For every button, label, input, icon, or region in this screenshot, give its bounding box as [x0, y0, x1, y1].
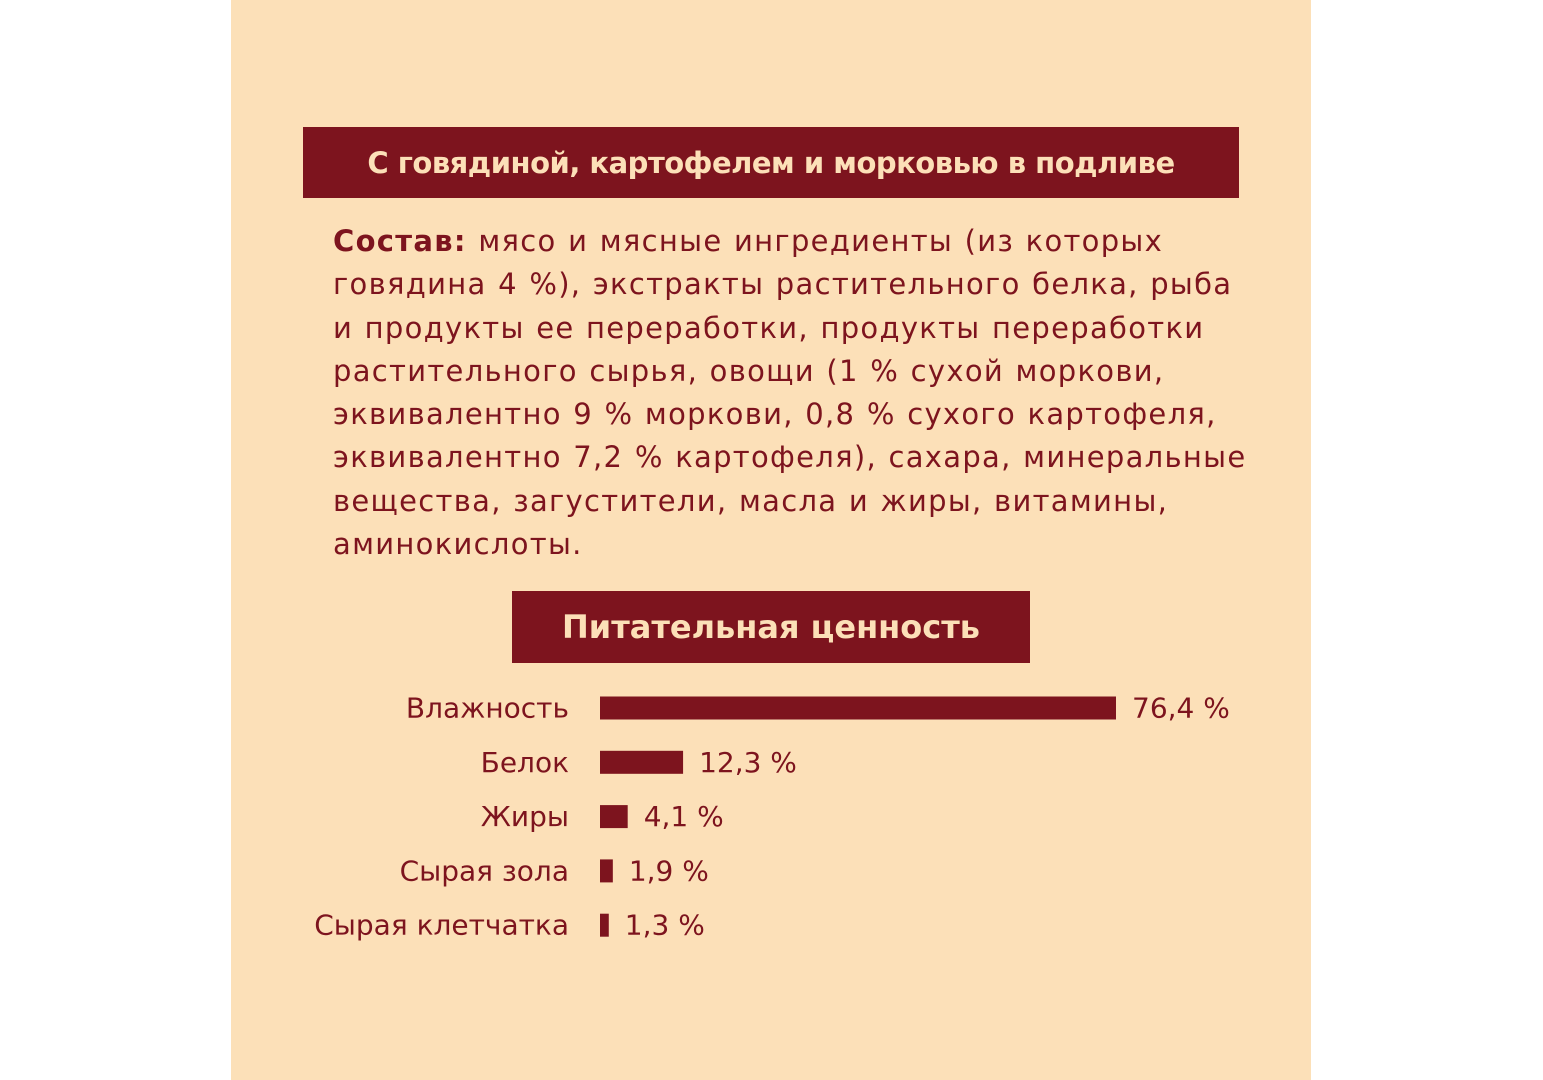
value-label: 12,3 %: [699, 745, 797, 779]
nutrition-bar-chart: [231, 680, 1311, 960]
bar: [600, 751, 683, 774]
product-card: [231, 0, 1311, 1080]
bar: [600, 859, 613, 882]
category-label: Сырая зола: [399, 854, 569, 888]
composition-line-7: аминокислоты.: [333, 527, 583, 562]
composition-line-0: мясо и мясные ингредиенты (из которых: [466, 224, 1164, 258]
category-label: Жиры: [480, 800, 569, 834]
value-label: 4,1 %: [643, 800, 724, 834]
category-label: Влажность: [405, 691, 569, 725]
value-label: 1,9 %: [628, 854, 709, 888]
composition-line: [333, 220, 1223, 263]
composition-line-5: эквивалентно 7,2 % картофеля), сахара, минеральные: [333, 440, 1247, 475]
composition-text: [333, 220, 1247, 566]
nutrition-title: Питательная ценность: [561, 608, 981, 646]
category-label: Сырая клетчатка: [314, 908, 569, 942]
composition-line-6: вещества, загустители, масла и жиры, витамины,: [333, 483, 1169, 518]
value-label: 76,4 %: [1132, 691, 1230, 725]
nutrition-banner: [512, 591, 1030, 663]
product-title: С говядиной, картофелем и морковью в подливе: [367, 145, 1175, 180]
value-label: 1,3 %: [624, 908, 705, 942]
composition-line-3: растительного сырья, овощи (1 % сухой моркови,: [333, 353, 1165, 388]
composition-label: Состав:: [333, 224, 467, 258]
bar: [600, 697, 1116, 720]
bar: [600, 805, 628, 828]
composition-line-1: говядина 4 %), экстракты растительного белка, рыба: [333, 267, 1233, 302]
title-banner: [303, 127, 1239, 198]
category-label: Белок: [480, 745, 569, 779]
composition-line-4: эквивалентно 9 % моркови, 0,8 % сухого картофеля,: [333, 397, 1217, 432]
composition-line-2: и продукты ее переработки, продукты переработки: [333, 310, 1205, 345]
bar: [600, 914, 609, 937]
